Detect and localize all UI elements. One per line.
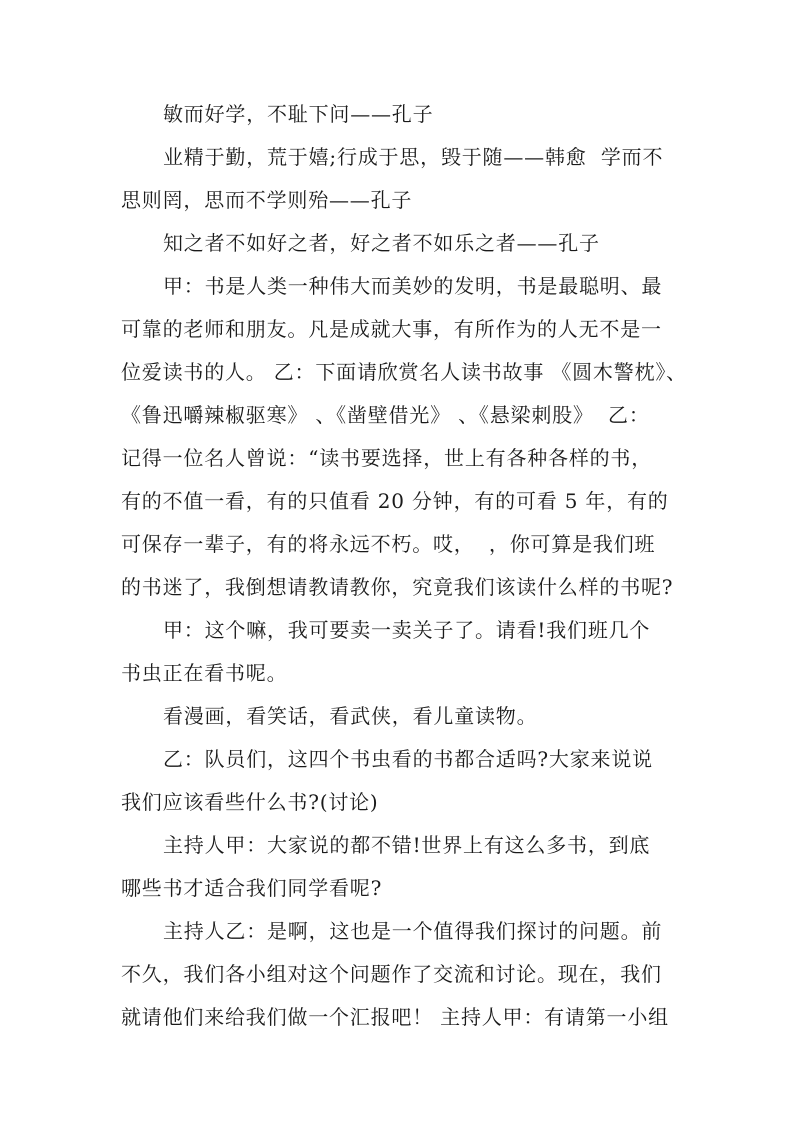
text-line: 位爱读书的人。 乙：下面请欣赏名人读书故事 《圆木警枕》、: [121, 360, 687, 384]
text-line: 我们应该看些什么书?(讨论): [121, 790, 379, 814]
text-line: 可靠的老师和朋友。凡是成就大事，有所作为的人无不是一: [121, 317, 662, 341]
text-line: 《鲁迅嚼辣椒驱寒》 、《凿壁借光》 、《悬梁刺股》 乙：: [121, 403, 650, 427]
text-line: 业精于勤，荒于嬉;行成于思，毁于随——韩愈 学而不: [163, 145, 664, 169]
text-line: 甲：这个嘛，我可要卖一卖关子了。请看!我们班几个: [163, 618, 651, 642]
text-line: 知之者不如好之者，好之者不如乐之者——孔子: [163, 231, 600, 255]
text-line: 有的不值一看，有的只值看 20 分钟，有的可看 5 年，有的: [121, 489, 669, 513]
text-line: 敏而好学，不耻下问——孔子: [163, 102, 434, 126]
text-line: 书虫正在看书呢。: [121, 661, 288, 685]
text-line: 乙：队员们，这四个书虫看的书都合适吗?大家来说说: [163, 747, 653, 771]
text-line: 主持人甲：大家说的都不错!世界上有这么多书，到底: [163, 833, 651, 857]
text-line: 主持人乙：是啊，这也是一个值得我们探讨的问题。前: [163, 919, 663, 943]
text-line: 就请他们来给我们做一个汇报吧！ 主持人甲：有请第一小组: [121, 1005, 669, 1029]
text-line: 的书迷了，我倒想请教请教你，究竟我们该读什么样的书呢?: [121, 575, 674, 599]
text-line: 甲：书是人类一种伟大而美妙的发明，书是最聪明、最: [163, 274, 663, 298]
text-line: 哪些书才适合我们同学看呢?: [121, 876, 383, 900]
text-line: 思则罔，思而不学则殆——孔子: [121, 188, 413, 212]
text-line: 看漫画，看笑话，看武侠，看儿童读物。: [163, 704, 538, 728]
text-line: 可保存一辈子，有的将永远不朽。哎， ，你可算是我们班: [121, 532, 656, 556]
text-line: 记得一位名人曾说：“读书要选择，世上有各种各样的书，: [121, 446, 653, 470]
text-line: 不久，我们各小组对这个问题作了交流和讨论。现在，我们: [121, 962, 662, 986]
